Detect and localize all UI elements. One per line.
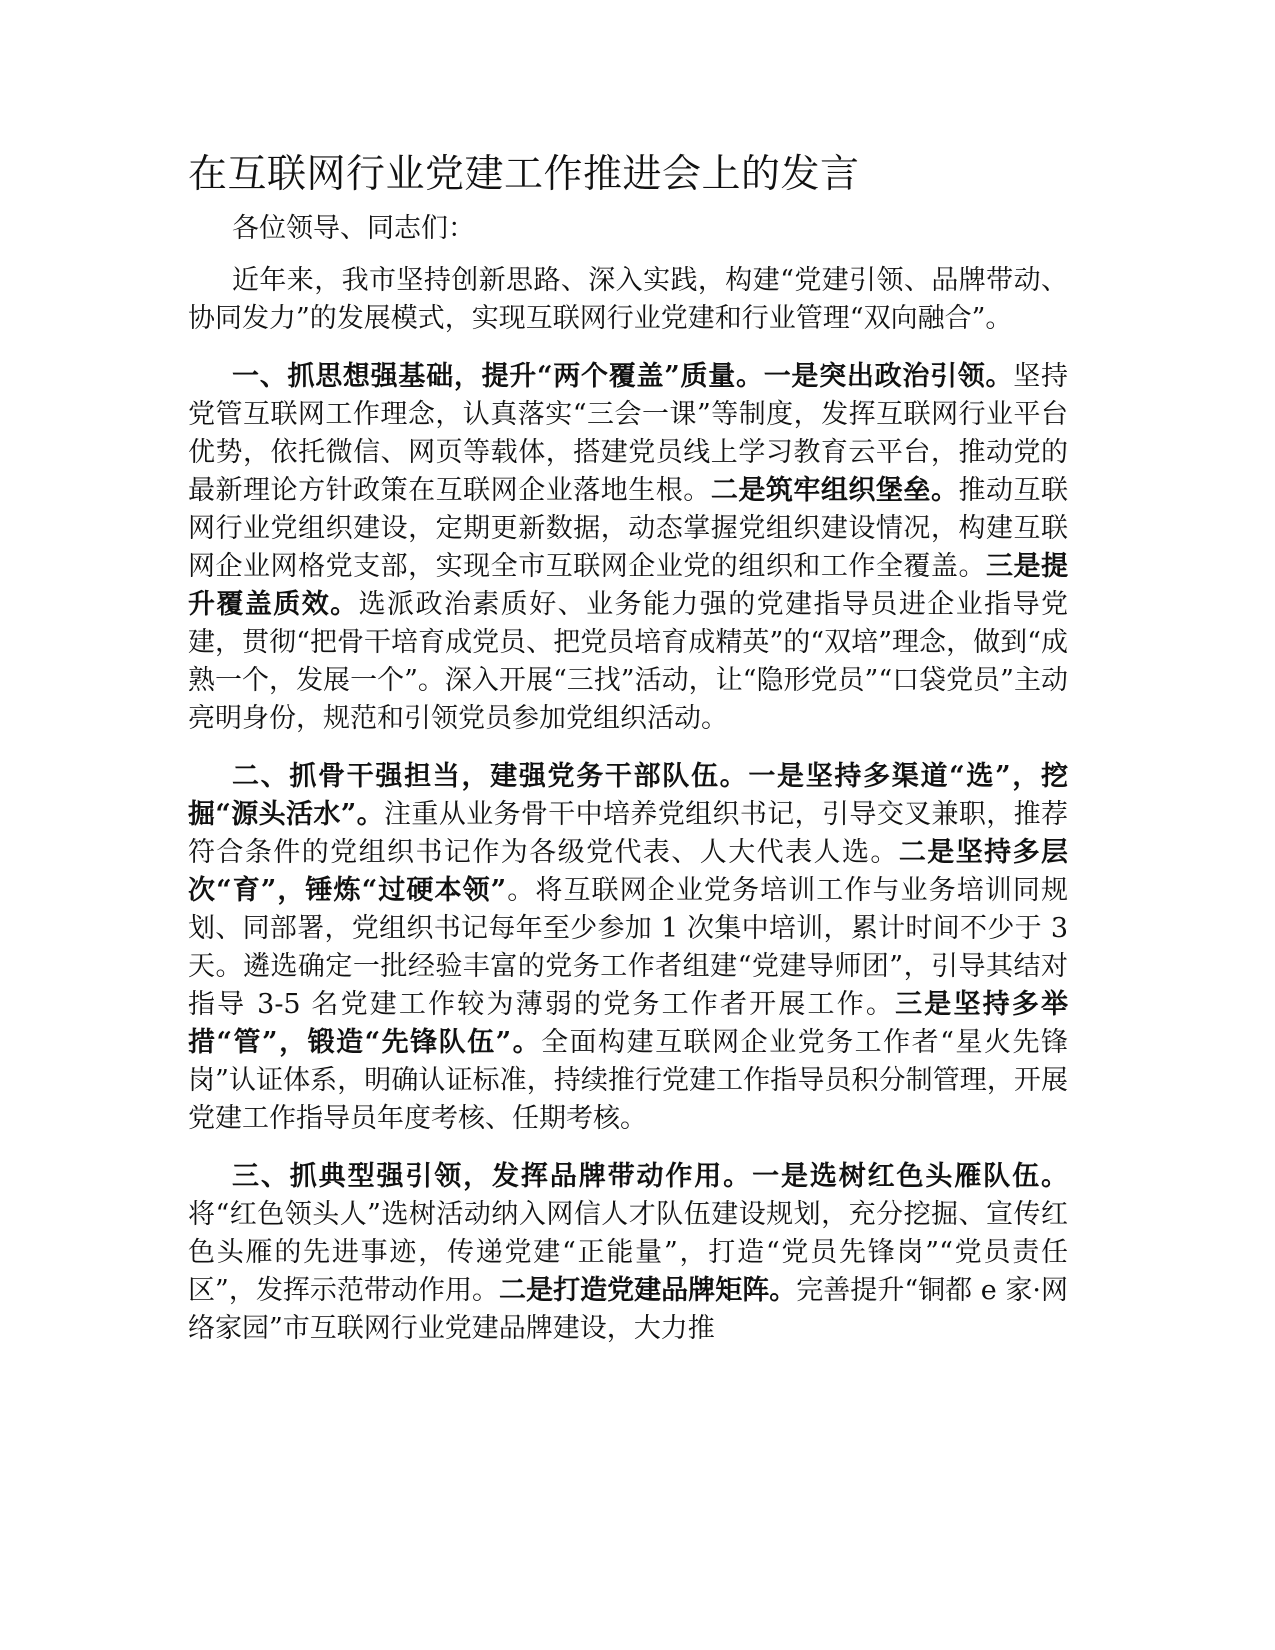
section-3-point-2-title: 二是打造党建品牌矩阵。 — [499, 1275, 797, 1306]
section-1-point-1-text: 坚持党管互联网工作理念，认真落实“三会一课”等制度，发挥互联网行业平台优势，依托微信、网页等载体，搭建党员线上学习教育云平台，推动党的最新理论方针政策在互联网企业落地生根。 — [188, 361, 1069, 506]
section-2-point-1-title: 一是坚持多渠道“选”，挖掘“源头活水”。 — [188, 761, 1068, 830]
section-3-point-1-text: 将“红色领头人”选树活动纳入网信人才队伍建设规划，充分挖掘、宣传红色头雁的先进事迹，传递党建“正能量”，打造“党员先锋岗”“党员责任区”，发挥示范带动作用。 — [188, 1199, 1068, 1306]
salutation: 各位领导、同志们： — [232, 213, 475, 244]
section-1-point-2-title: 二是筑牢组织堡垒。 — [710, 475, 959, 506]
intro-paragraph: 近年来，我市坚持创新思路、深入实践，构建“党建引领、品牌带动、协同发力”的发展模式，实现互联网行业党建和行业管理“双向融合”。 — [188, 265, 1068, 334]
document-body — [188, 150, 1068, 1368]
section-1-paragraph — [188, 358, 1068, 738]
section-3-heading: 三、抓典型强引领，发挥品牌带动作用。 — [232, 1161, 753, 1192]
section-3-point-1-title: 一是选树红色头雁队伍。 — [752, 1161, 1069, 1192]
section-2-point-2-title: 二是坚持多层次“育”，锤炼“过硬本领” — [188, 837, 1069, 906]
section-2-point-2-text: 。将互联网企业党务培训工作与业务培训同规划、同部署，党组织书记每年至少参加 1 次集中培训，累计时间不少于 3 天。遴选确定一批经验丰富的党务工作者组建“党建导师团”，引导其结对指导 3-5 名党建工作较为薄弱的党务工作者开展工作。 — [188, 875, 1068, 1020]
section-2-paragraph — [188, 758, 1068, 1138]
section-2-point-1-text: 注重从业务骨干中培养党组织书记，引导交叉兼职，推荐符合条件的党组织书记作为各级党代表、人大代表人选。 — [188, 799, 1068, 868]
section-1-point-2-text: 推动互联网行业党组织建设，定期更新数据，动态掌握党组织建设情况，构建互联网企业网格党支部，实现全市互联网企业党的组织和工作全覆盖。 — [188, 475, 1069, 582]
section-1-point-1-title: 一是突出政治引领。 — [763, 361, 1014, 392]
section-3-point-2-text: 完善提升“铜都 e 家·网络家园”市互联网行业党建品牌建设，大力推 — [188, 1275, 1069, 1344]
section-2-point-3-title: 三是坚持多举措“管”，锻造“先锋队伍”。 — [188, 989, 1068, 1058]
section-3-paragraph — [188, 1158, 1068, 1348]
document-title: 在互联网行业党建工作推进会上的发言 — [188, 152, 860, 197]
section-2-point-3-text: 全面构建互联网企业党务工作者“星火先锋岗”认证体系，明确认证标准，持续推行党建工作指导员积分制管理，开展党建工作指导员年度考核、任期考核。 — [188, 1027, 1068, 1134]
section-2-heading: 二、抓骨干强担当，建强党务干部队伍。 — [232, 761, 749, 792]
section-1-heading: 一、抓思想强基础，提升“两个覆盖”质量。 — [232, 361, 764, 392]
section-1-point-3-title: 三是提升覆盖质效。 — [188, 551, 1069, 620]
section-1-point-3-text: 选派政治素质好、业务能力强的党建指导员进企业指导党建，贯彻“把骨干培育成党员、把党员培育成精英”的“双培”理念，做到“成熟一个，发展一个”。深入开展“三找”活动，让“隐形党员”“口袋党员”主动亮明身份，规范和引领党员参加党组织活动。 — [188, 589, 1069, 734]
